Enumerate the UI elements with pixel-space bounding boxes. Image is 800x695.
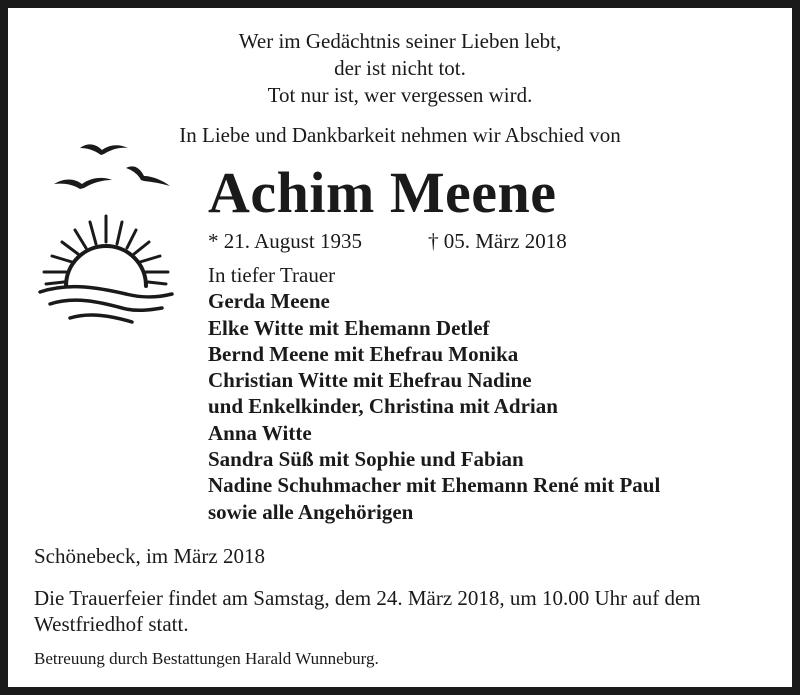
mourning-lead: In tiefer Trauer — [208, 263, 336, 287]
mourner-name: und Enkelkinder, Christina mit Adrian — [208, 394, 558, 419]
life-dates — [208, 228, 567, 255]
mourner-name: Nadine Schuhmacher mit Ehemann René mit Paul — [208, 473, 661, 498]
deceased-name: Achim Meene — [208, 160, 557, 225]
mourner-name: Bernd Meene mit Ehefrau Monika — [208, 341, 519, 366]
mourner-name: Elke Witte mit Ehemann Detlef — [208, 315, 490, 340]
mourner-name: Sandra Süß mit Sophie und Fabian — [208, 447, 524, 472]
birth-date: * 21. August 1935 — [208, 229, 363, 253]
death-date: † 05. März 2018 — [428, 229, 567, 253]
poem-line: der ist nicht tot. — [334, 56, 466, 80]
mourner-name: sowie alle Angehörigen — [208, 499, 414, 524]
mourner-name: Gerda Meene — [208, 289, 330, 314]
funeral-service-info: Die Trauerfeier findet am Samstag, dem 24. März 2018, um 10.00 Uhr auf dem Westfriedhof statt. — [34, 586, 701, 636]
mourner-name: Christian Witte mit Ehefrau Nadine — [208, 368, 532, 393]
mourners-list — [208, 262, 660, 525]
farewell-intro: In Liebe und Dankbarkeit nehmen wir Abschied von — [179, 123, 621, 147]
place-and-date: Schönebeck, im März 2018 — [34, 544, 265, 568]
undertaker-credit: Betreuung durch Bestattungen Harald Wunneburg. — [34, 649, 379, 668]
birds-over-setting-sun-icon — [30, 132, 190, 332]
memorial-poem — [8, 28, 792, 109]
mourner-name: Anna Witte — [208, 420, 312, 445]
poem-line: Tot nur ist, wer vergessen wird. — [267, 83, 533, 107]
poem-line: Wer im Gedächtnis seiner Lieben lebt, — [238, 29, 562, 53]
